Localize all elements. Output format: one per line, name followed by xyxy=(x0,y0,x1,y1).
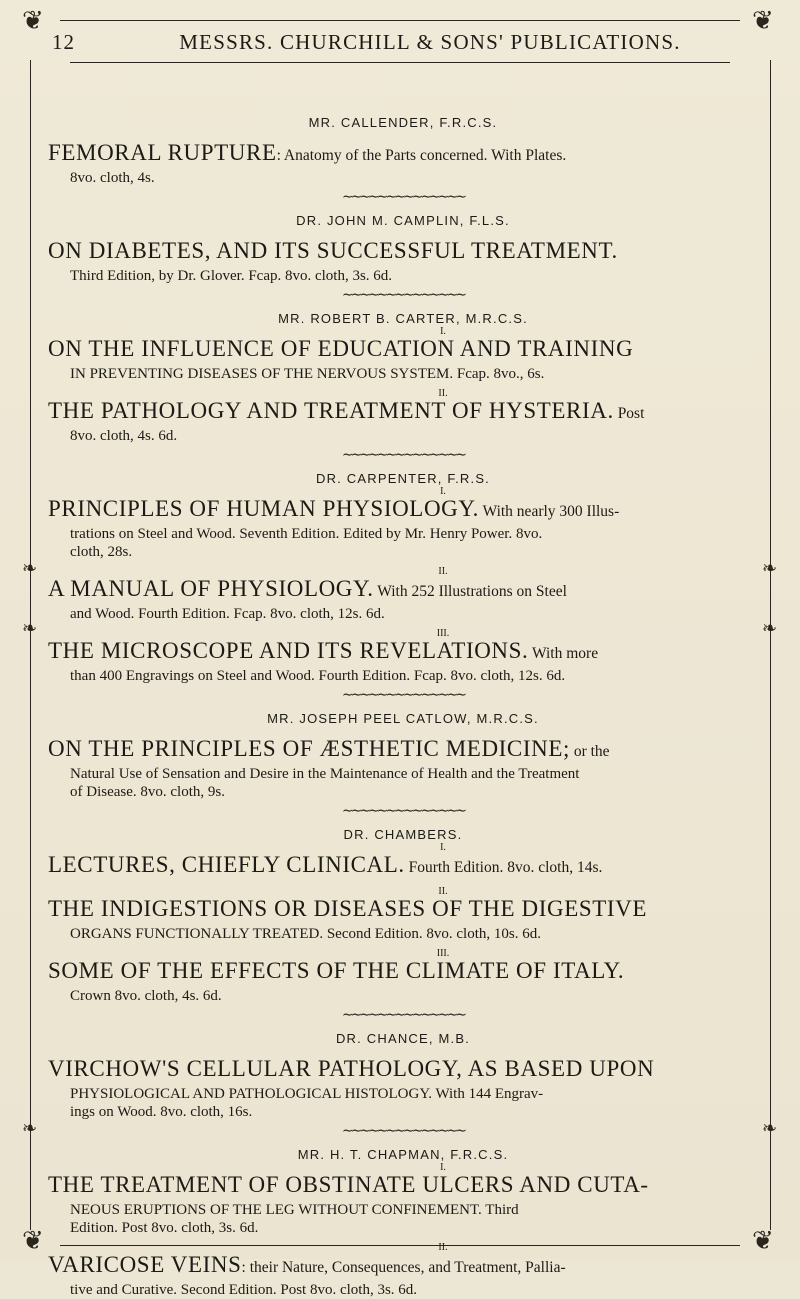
book-entry xyxy=(48,389,758,445)
book-entry xyxy=(48,567,758,623)
author-section xyxy=(48,711,758,819)
left-border xyxy=(30,60,31,1230)
book-title-line xyxy=(48,852,758,881)
book-title: VARICOSE VEINS xyxy=(48,1252,242,1277)
volume-numeral: I. xyxy=(440,486,446,497)
book-title-rest: With more xyxy=(528,645,599,662)
book-title-line xyxy=(48,1056,758,1085)
corner-ornament-top-right: ❦ xyxy=(752,6,774,36)
book-details: ings on Wood. 8vo. cloth, 16s. xyxy=(70,1104,253,1120)
book-details: cloth, 28s. xyxy=(70,544,133,560)
author-section xyxy=(48,311,758,463)
book-details: 8vo. cloth, 4s. xyxy=(70,170,155,186)
section-divider-ornament: ∼∼∼∼∼∼∼∼∼∼∼∼∼∼ xyxy=(341,190,465,205)
book-title-rest: Post xyxy=(613,405,645,422)
book-entry xyxy=(48,229,758,285)
book-entry xyxy=(48,131,758,187)
volume-numeral: II. xyxy=(438,566,448,577)
volume-numeral: I. xyxy=(440,326,446,337)
book-title-line xyxy=(48,1172,758,1201)
author-section xyxy=(48,115,758,205)
book-entry xyxy=(48,1047,758,1121)
book-title: THE INDIGESTIONS OR DISEASES OF THE DIGESTIVE xyxy=(48,896,648,921)
volume-numeral: II. xyxy=(438,1242,448,1253)
book-title: A MANUAL OF PHYSIOLOGY. xyxy=(48,576,374,601)
author-section xyxy=(48,213,758,303)
book-title: THE PATHOLOGY AND TREATMENT OF HYSTERIA. xyxy=(48,398,614,423)
author-section xyxy=(48,1031,758,1139)
side-ornament-left-3: ❧ xyxy=(22,1118,38,1139)
book-title-rest: : Anatomy of the Parts concerned. With Plates. xyxy=(276,147,567,164)
book-details: 8vo. cloth, 4s. 6d. xyxy=(70,428,178,444)
author-heading: DR. CHAMBERS. xyxy=(343,827,463,842)
right-border xyxy=(770,60,771,1230)
author-heading: DR. CHANCE, M.B. xyxy=(335,1031,471,1046)
header-rule xyxy=(70,62,730,63)
section-divider-ornament: ∼∼∼∼∼∼∼∼∼∼∼∼∼∼ xyxy=(341,1124,465,1139)
book-title-line xyxy=(48,496,758,525)
book-details: than 400 Engravings on Steel and Wood. Fourth Edition. Fcap. 8vo. cloth, 12s. 6d. xyxy=(70,668,566,684)
book-title-line xyxy=(48,336,758,365)
book-details: NEOUS ERUPTIONS OF THE LEG WITHOUT CONFINEMENT. Third xyxy=(70,1202,519,1218)
book-title-rest: With nearly 300 Illus- xyxy=(478,503,620,520)
author-section xyxy=(48,1147,758,1299)
book-details: PHYSIOLOGICAL AND PATHOLOGICAL HISTOLOGY. With 144 Engrav- xyxy=(70,1086,544,1102)
page-number: 12 xyxy=(52,30,75,54)
book-entry xyxy=(48,487,758,561)
author-section xyxy=(48,827,758,1023)
book-title-line xyxy=(48,576,758,605)
side-ornament-right-2: ❧ xyxy=(762,618,778,639)
book-title: ON THE PRINCIPLES OF ÆSTHETIC MEDICINE; xyxy=(48,736,570,761)
book-title: ON DIABETES, AND ITS SUCCESSFUL TREATMENT. xyxy=(48,238,618,263)
corner-ornament-top-left: ❦ xyxy=(22,6,44,36)
book-entry xyxy=(48,727,758,801)
volume-numeral: I. xyxy=(440,1162,446,1173)
book-details: trations on Steel and Wood. Seventh Edition. Edited by Mr. Henry Power. 8vo. xyxy=(70,526,543,542)
book-entry xyxy=(48,629,758,685)
book-title-rest: or the xyxy=(569,743,610,760)
book-details: IN PREVENTING DISEASES OF THE NERVOUS SYSTEM. Fcap. 8vo., 6s. xyxy=(70,366,545,382)
page-header xyxy=(40,30,760,62)
book-title: THE MICROSCOPE AND ITS REVELATIONS. xyxy=(48,638,529,663)
book-title: PRINCIPLES OF HUMAN PHYSIOLOGY. xyxy=(48,496,479,521)
book-title: ON THE INFLUENCE OF EDUCATION AND TRAINING xyxy=(48,336,634,361)
book-title-rest: Fourth Edition. 8vo. cloth, 14s. xyxy=(404,859,603,876)
section-divider-ornament: ∼∼∼∼∼∼∼∼∼∼∼∼∼∼ xyxy=(341,288,465,303)
book-title-line xyxy=(48,238,758,267)
corner-ornament-bottom-right: ❦ xyxy=(752,1226,774,1256)
book-details: Edition. Post 8vo. cloth, 3s. 6d. xyxy=(70,1220,259,1236)
author-heading: DR. JOHN M. CAMPLIN, F.L.S. xyxy=(296,213,510,228)
author-heading: DR. CARPENTER, F.R.S. xyxy=(316,471,490,486)
book-title: THE TREATMENT OF OBSTINATE ULCERS AND CUTA- xyxy=(48,1172,649,1197)
book-title-line xyxy=(48,638,758,667)
book-title-line xyxy=(48,398,758,427)
side-ornament-left-1: ❧ xyxy=(22,558,38,579)
book-entry xyxy=(48,887,758,943)
volume-numeral: I. xyxy=(440,842,446,853)
author-heading: MR. ROBERT B. CARTER, M.R.C.S. xyxy=(278,311,528,326)
book-details: of Disease. 8vo. cloth, 9s. xyxy=(70,784,225,800)
top-rule xyxy=(60,20,740,21)
volume-numeral xyxy=(48,131,758,140)
book-entry xyxy=(48,843,758,881)
catalogue-listing xyxy=(48,115,758,1299)
book-title: SOME OF THE EFFECTS OF THE CLIMATE OF ITALY. xyxy=(48,958,625,983)
book-title-line xyxy=(48,896,758,925)
section-divider-ornament: ∼∼∼∼∼∼∼∼∼∼∼∼∼∼ xyxy=(341,804,465,819)
side-ornament-left-2: ❧ xyxy=(22,618,38,639)
book-title-line xyxy=(48,140,758,169)
book-title-line xyxy=(48,958,758,987)
section-divider-ornament: ∼∼∼∼∼∼∼∼∼∼∼∼∼∼ xyxy=(341,448,465,463)
volume-numeral: II. xyxy=(438,886,448,897)
book-title-line xyxy=(48,736,758,765)
volume-numeral: II. xyxy=(438,388,448,399)
book-title-rest: With 252 Illustrations on Steel xyxy=(373,583,567,600)
book-details: tive and Curative. Second Edition. Post 8vo. cloth, 3s. 6d. xyxy=(70,1282,418,1298)
book-title-line xyxy=(48,1252,758,1281)
section-divider-ornament: ∼∼∼∼∼∼∼∼∼∼∼∼∼∼ xyxy=(341,688,465,703)
book-entry xyxy=(48,327,758,383)
author-section xyxy=(48,471,758,703)
side-ornament-right-3: ❧ xyxy=(762,1118,778,1139)
section-divider-ornament: ∼∼∼∼∼∼∼∼∼∼∼∼∼∼ xyxy=(341,1008,465,1023)
book-details: ORGANS FUNCTIONALLY TREATED. Second Edition. 8vo. cloth, 10s. 6d. xyxy=(70,926,541,942)
book-details: Third Edition, by Dr. Glover. Fcap. 8vo. cloth, 3s. 6d. xyxy=(70,268,393,284)
book-details: Natural Use of Sensation and Desire in the Maintenance of Health and the Treatment xyxy=(70,766,580,782)
book-entry xyxy=(48,1243,758,1299)
volume-numeral xyxy=(48,229,758,238)
corner-ornament-bottom-left: ❦ xyxy=(22,1226,44,1256)
author-heading: MR. CALLENDER, F.R.C.S. xyxy=(308,115,498,130)
side-ornament-right-1: ❧ xyxy=(762,558,778,579)
book-title: VIRCHOW'S CELLULAR PATHOLOGY, AS BASED UPON xyxy=(48,1056,655,1081)
book-entry xyxy=(48,1163,758,1237)
author-heading: MR. H. T. CHAPMAN, F.R.C.S. xyxy=(297,1147,509,1162)
book-details: and Wood. Fourth Edition. Fcap. 8vo. cloth, 12s. 6d. xyxy=(70,606,385,622)
book-entry xyxy=(48,949,758,1005)
volume-numeral: III. xyxy=(436,948,450,959)
running-title: MESSRS. CHURCHILL & SONS' PUBLICATIONS. xyxy=(179,30,681,54)
book-title-rest: : their Nature, Consequences, and Treatment, Pallia- xyxy=(241,1259,566,1276)
author-heading: MR. JOSEPH PEEL CATLOW, M.R.C.S. xyxy=(267,711,539,726)
book-title: FEMORAL RUPTURE xyxy=(48,140,277,165)
volume-numeral: III. xyxy=(436,628,450,639)
book-details: Crown 8vo. cloth, 4s. 6d. xyxy=(70,988,222,1004)
book-title: LECTURES, CHIEFLY CLINICAL. xyxy=(48,852,405,877)
volume-numeral xyxy=(48,727,758,736)
volume-numeral xyxy=(48,1047,758,1056)
